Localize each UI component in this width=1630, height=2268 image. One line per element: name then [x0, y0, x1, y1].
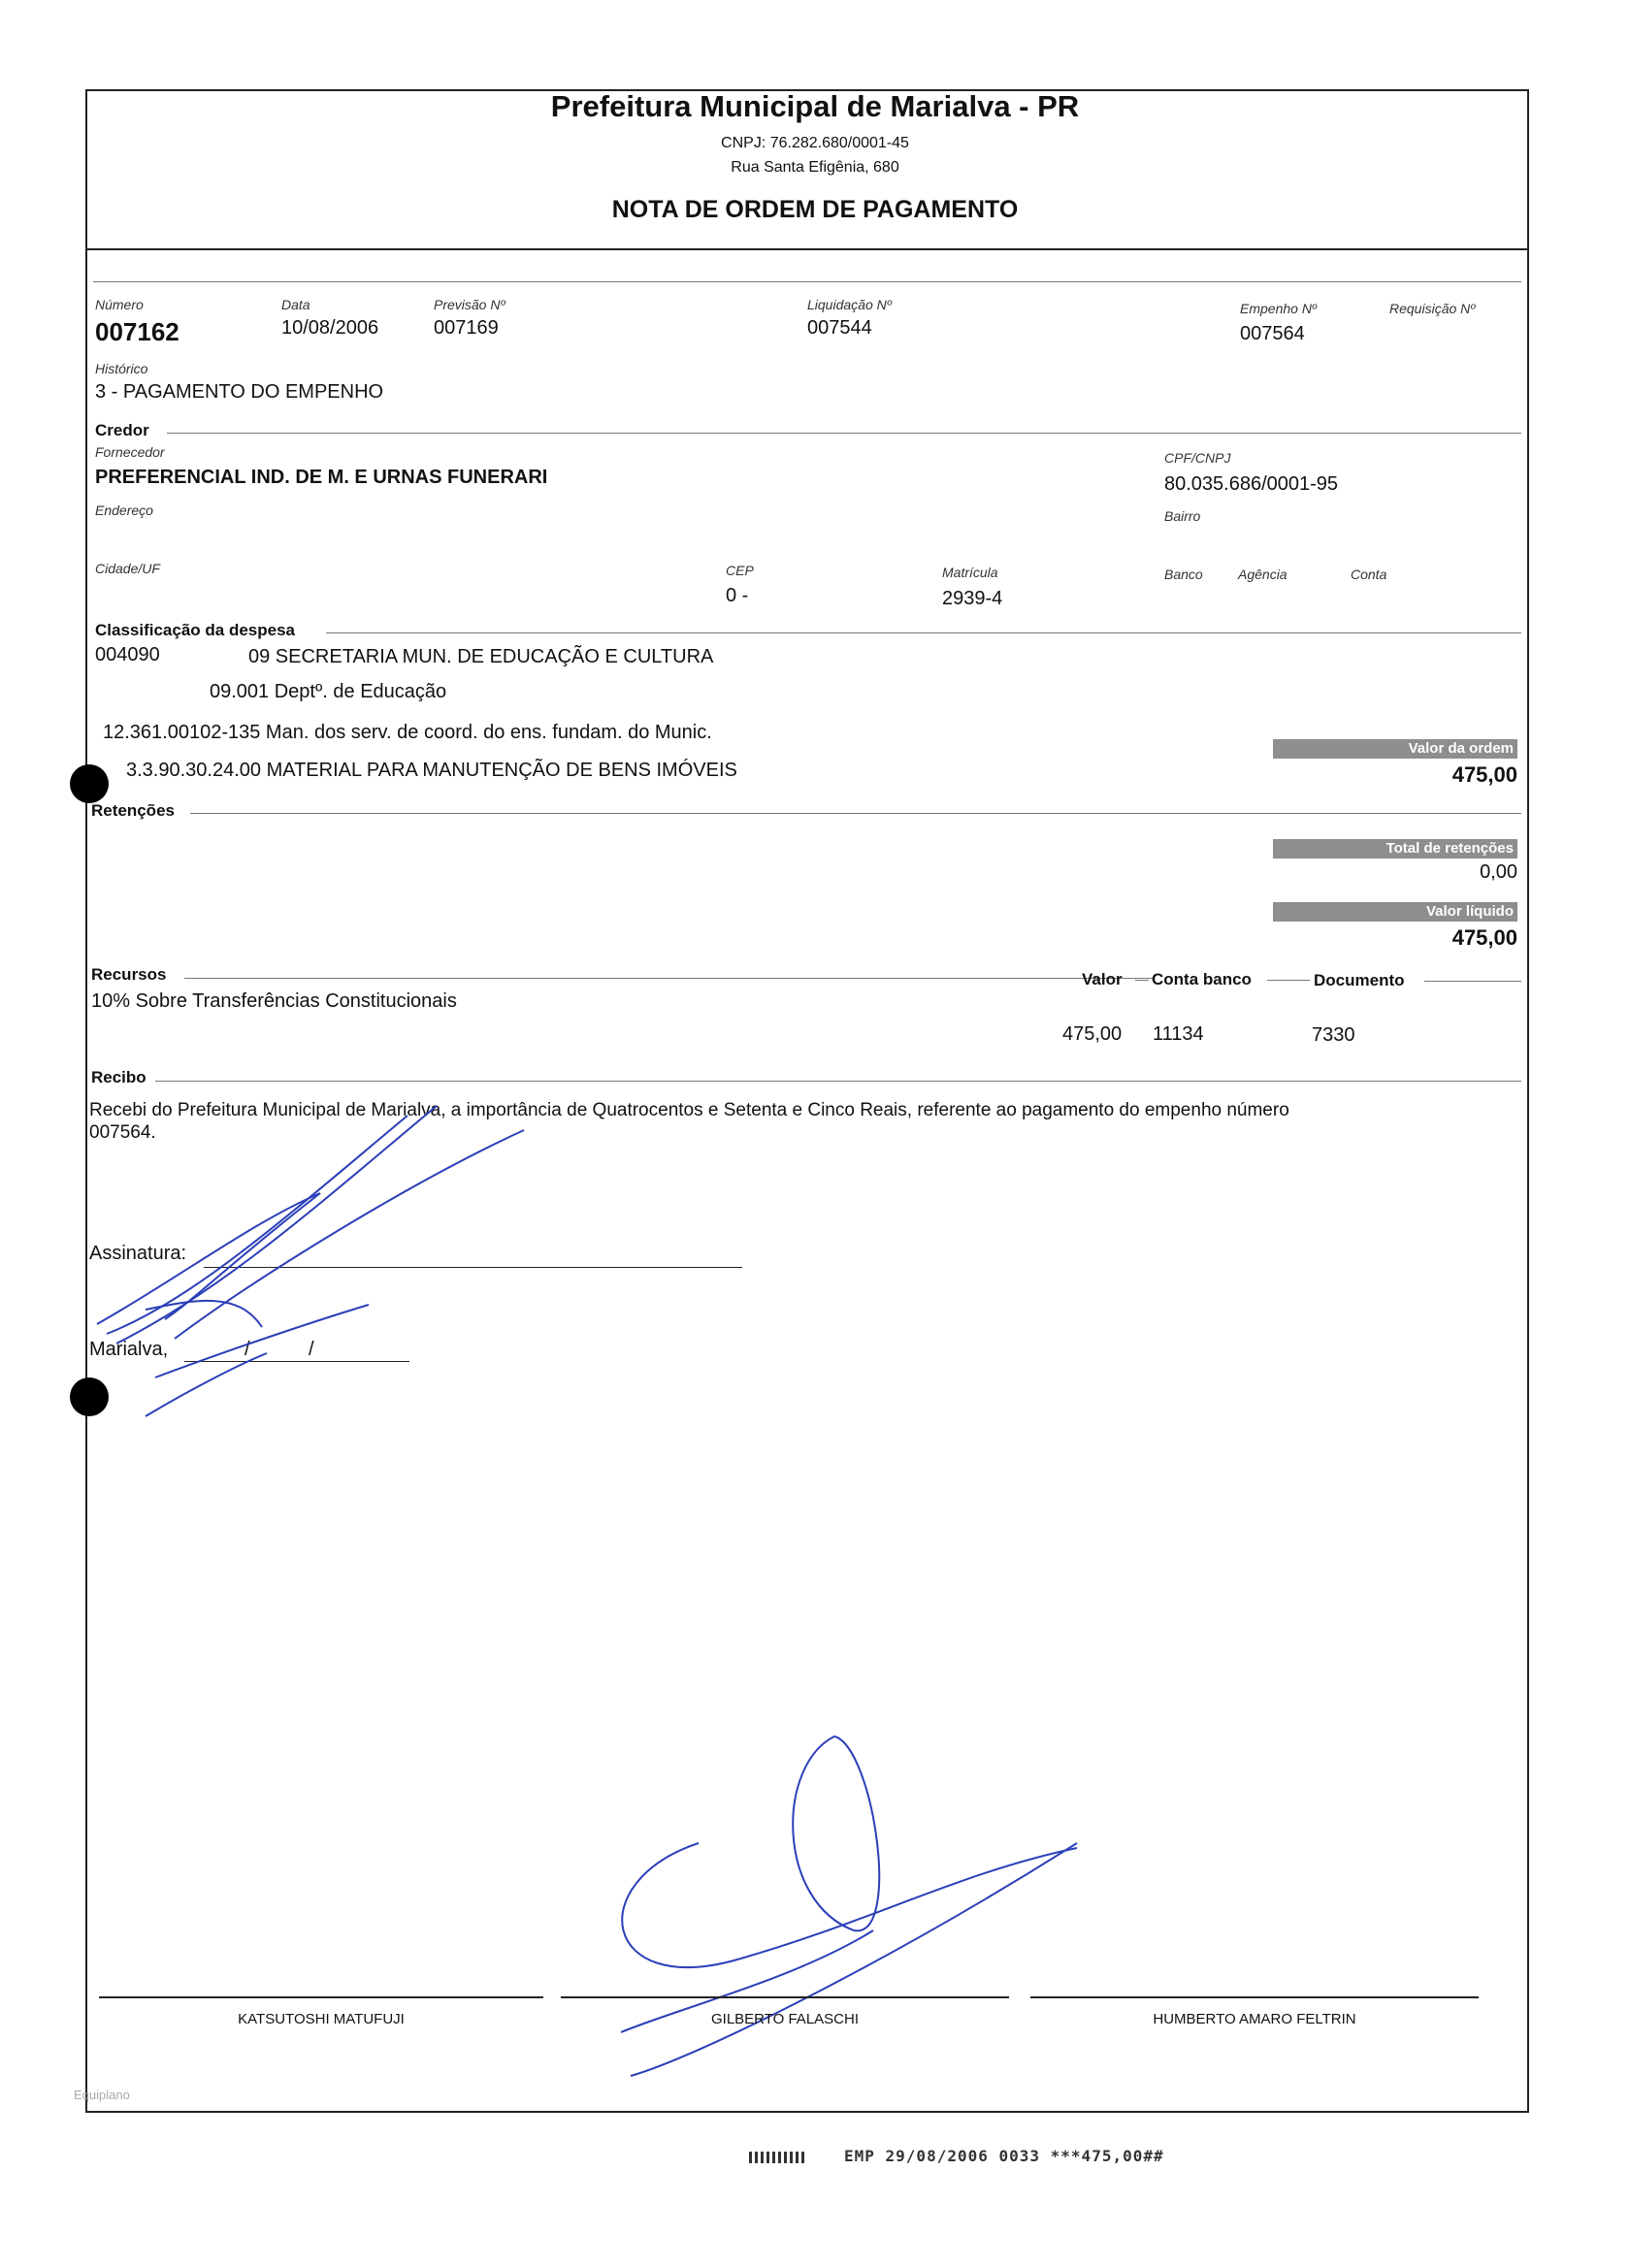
retencoes-section-title: Retenções	[91, 801, 175, 820]
signature-line-1	[99, 1996, 543, 1998]
fornecedor-value: PREFERENCIAL IND. DE M. E URNAS FUNERARI	[95, 467, 548, 488]
recibo-section-title: Recibo	[91, 1068, 147, 1086]
recibo-text-line1: Recebi do Prefeitura Municipal de Marialva, a importância de Quatrocentos e Setenta e Cinco Reais, referente ao pagamento do empenho número	[89, 1100, 1289, 1120]
recursos-conta-banco-label: Conta banco	[1152, 970, 1252, 988]
classificacao-elemento: 3.3.90.30.24.00 MATERIAL PARA MANUTENÇÃO DE BENS IMÓVEIS	[126, 760, 737, 781]
data-label: Data	[281, 297, 310, 312]
fornecedor-label: Fornecedor	[95, 444, 165, 460]
recursos-descricao: 10% Sobre Transferências Constitucionais	[91, 990, 457, 1012]
recibo-signature-stroke-5	[155, 1305, 369, 1377]
historico-value: 3 - PAGAMENTO DO EMPENHO	[95, 381, 384, 403]
municipality-title: Prefeitura Municipal de Marialva - PR	[550, 89, 1080, 123]
bairro-label: Bairro	[1164, 508, 1201, 524]
address-text: Rua Santa Efigênia, 680	[731, 159, 899, 176]
numero-label: Número	[95, 297, 144, 312]
total-retencoes-value: 0,00	[1480, 861, 1517, 883]
date-sep-1: /	[244, 1339, 250, 1360]
recursos-documento: 7330	[1312, 1024, 1355, 1046]
previsao-label: Previsão Nº	[434, 297, 505, 312]
local-label: Marialva,	[89, 1339, 169, 1360]
classificacao-programa: 12.361.00102-135 Man. dos serv. de coord. do ens. fundam. do Munic.	[103, 722, 712, 743]
gilberto-signature-stroke-3	[793, 1736, 879, 1930]
payment-stamp: EMP 29/08/2006 0033 ***475,00##	[844, 2147, 1164, 2165]
recursos-valor-label: Valor	[1082, 970, 1123, 988]
recibo-text-line2: 007564.	[89, 1122, 156, 1143]
signature-line-2	[561, 1996, 1009, 1998]
classificacao-departamento: 09.001 Deptº. de Educação	[210, 681, 447, 702]
valor-liquido-label: Valor líquido	[1425, 903, 1514, 920]
empenho-value: 007564	[1240, 323, 1305, 344]
previsao-value: 007169	[434, 317, 499, 339]
matricula-value: 2939-4	[942, 588, 1003, 609]
classificacao-secretaria: 09 SECRETARIA MUN. DE EDUCAÇÃO E CULTURA	[248, 646, 714, 667]
valor-ordem-label: Valor da ordem	[1408, 740, 1514, 757]
liquidacao-label: Liquidação Nº	[807, 297, 892, 312]
endereco-label: Endereço	[95, 502, 153, 518]
valor-ordem-value: 475,00	[1451, 762, 1517, 787]
signature-name-1: KATSUTOSHI MATUFUJI	[238, 2011, 405, 2027]
recibo-signature-stroke-6	[146, 1353, 267, 1416]
valor-liquido-value: 475,00	[1451, 925, 1517, 950]
classificacao-section-title: Classificação da despesa	[95, 621, 296, 639]
data-value: 10/08/2006	[281, 317, 379, 339]
cidade-label: Cidade/UF	[95, 561, 160, 576]
signature-name-2: GILBERTO FALASCHI	[711, 2011, 859, 2027]
signature-name-3: HUMBERTO AMARO FELTRIN	[1153, 2011, 1356, 2027]
cep-label: CEP	[726, 563, 754, 578]
cpf-value: 80.035.686/0001-95	[1164, 473, 1339, 495]
cnpj-text: CNPJ: 76.282.680/0001-45	[721, 135, 909, 151]
software-label: Equiplano	[74, 2088, 130, 2102]
requisicao-label: Requisição Nº	[1389, 301, 1476, 316]
cep-value: 0 -	[726, 585, 749, 606]
numero-value: 007162	[95, 317, 179, 346]
assinatura-label: Assinatura:	[89, 1243, 187, 1264]
recursos-documento-label: Documento	[1314, 971, 1405, 989]
agencia-label: Agência	[1238, 567, 1288, 582]
signature-line-3	[1030, 1996, 1479, 1998]
total-retencoes-label: Total de retenções	[1386, 840, 1514, 857]
banco-label: Banco	[1164, 567, 1203, 582]
recibo-signature-stroke-4	[175, 1130, 524, 1339]
recibo-signature-stroke-3	[97, 1193, 320, 1324]
empenho-label: Empenho Nº	[1240, 301, 1318, 316]
matricula-label: Matrícula	[942, 565, 998, 580]
recursos-conta-banco: 11134	[1153, 1023, 1204, 1045]
recursos-valor: 475,00	[1062, 1023, 1123, 1045]
historico-label: Histórico	[95, 361, 148, 376]
recursos-section-title: Recursos	[91, 965, 167, 984]
liquidacao-value: 007544	[807, 317, 872, 339]
gilberto-signature-stroke-2	[622, 1843, 1077, 1967]
stamp-barcode	[749, 2152, 807, 2163]
conta-label: Conta	[1351, 567, 1387, 582]
classificacao-code: 004090	[95, 644, 160, 665]
date-sep-2: /	[309, 1339, 314, 1360]
cpf-label: CPF/CNPJ	[1164, 450, 1231, 466]
gilberto-signature-stroke-1	[631, 1843, 1077, 2076]
credor-section-title: Credor	[95, 421, 149, 439]
document-title: NOTA DE ORDEM DE PAGAMENTO	[611, 196, 1019, 223]
